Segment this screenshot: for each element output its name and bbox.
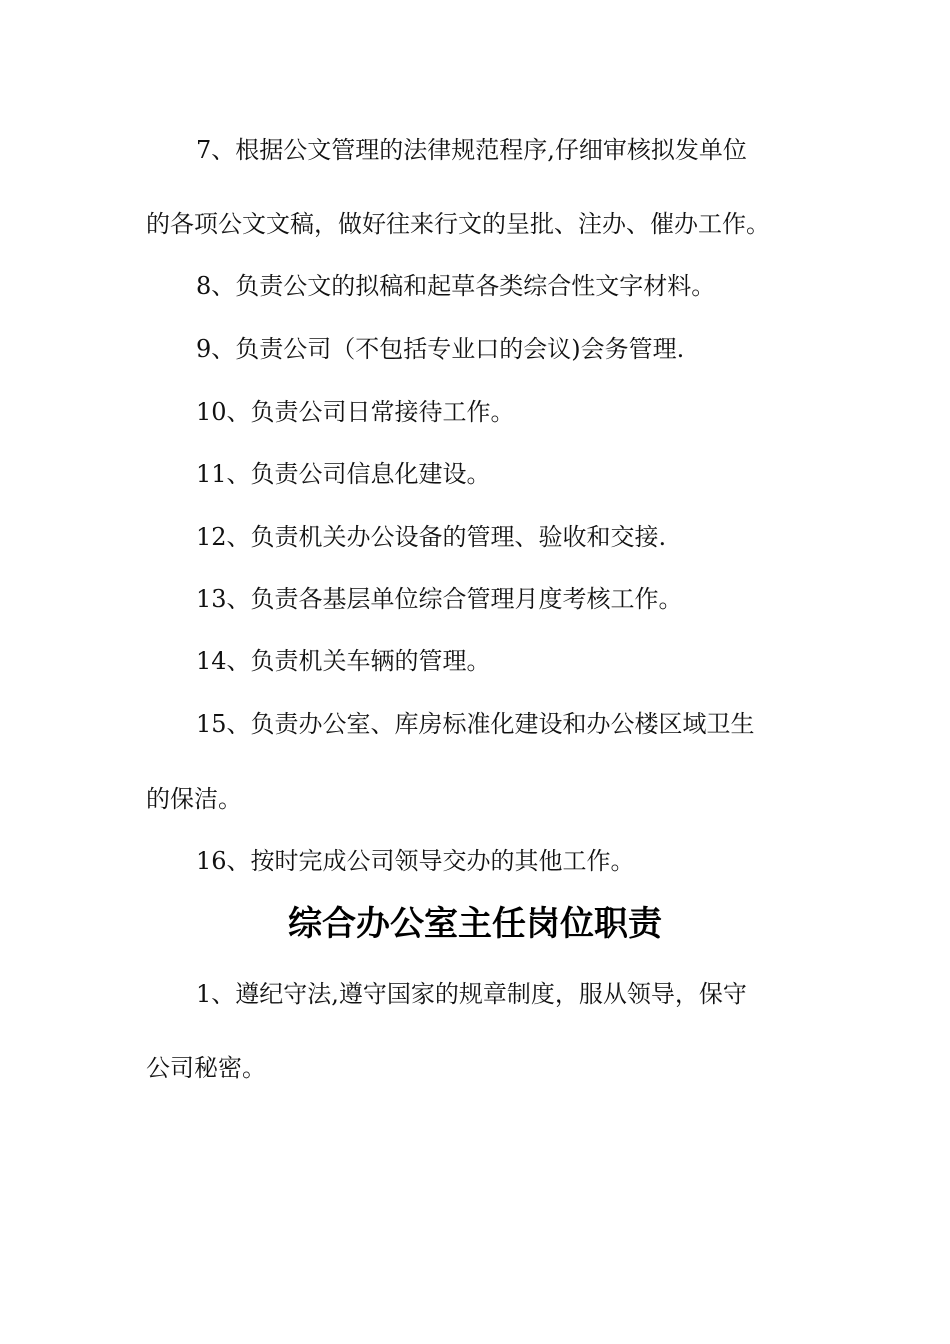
- item-13: 13、负责各基层单位综合管理月度考核工作。: [196, 585, 683, 613]
- item-14: 14、负责机关车辆的管理。: [196, 647, 491, 675]
- item-9: 9、负责公司（不包括专业口的会议)会务管理.: [196, 335, 685, 363]
- item-15-line-1: 15、负责办公室、库房标准化建设和办公楼区域卫生: [196, 710, 755, 738]
- section-heading: 综合办公室主任岗位职责: [288, 904, 662, 944]
- item-12: 12、负责机关办公设备的管理、验收和交接.: [196, 523, 667, 551]
- item-7-line-2: 的各项公文文稿，做好往来行文的呈批、注办、催办工作。: [146, 210, 770, 238]
- item-11: 11、负责公司信息化建设。: [196, 460, 491, 488]
- item-10: 10、负责公司日常接待工作。: [196, 398, 515, 426]
- item-8: 8、负责公文的拟稿和起草各类综合性文字材料。: [196, 272, 716, 300]
- item-7-line-1: 7、根据公文管理的法律规范程序,仔细审核拟发单位: [196, 136, 747, 164]
- item-16: 16、按时完成公司领导交办的其他工作。: [196, 847, 635, 875]
- duty-1-line-2: 公司秘密。: [146, 1054, 266, 1082]
- item-15-line-2: 的保洁。: [146, 785, 242, 813]
- duty-1-line-1: 1、遵纪守法,遵守国家的规章制度，服从领导，保守: [196, 980, 747, 1008]
